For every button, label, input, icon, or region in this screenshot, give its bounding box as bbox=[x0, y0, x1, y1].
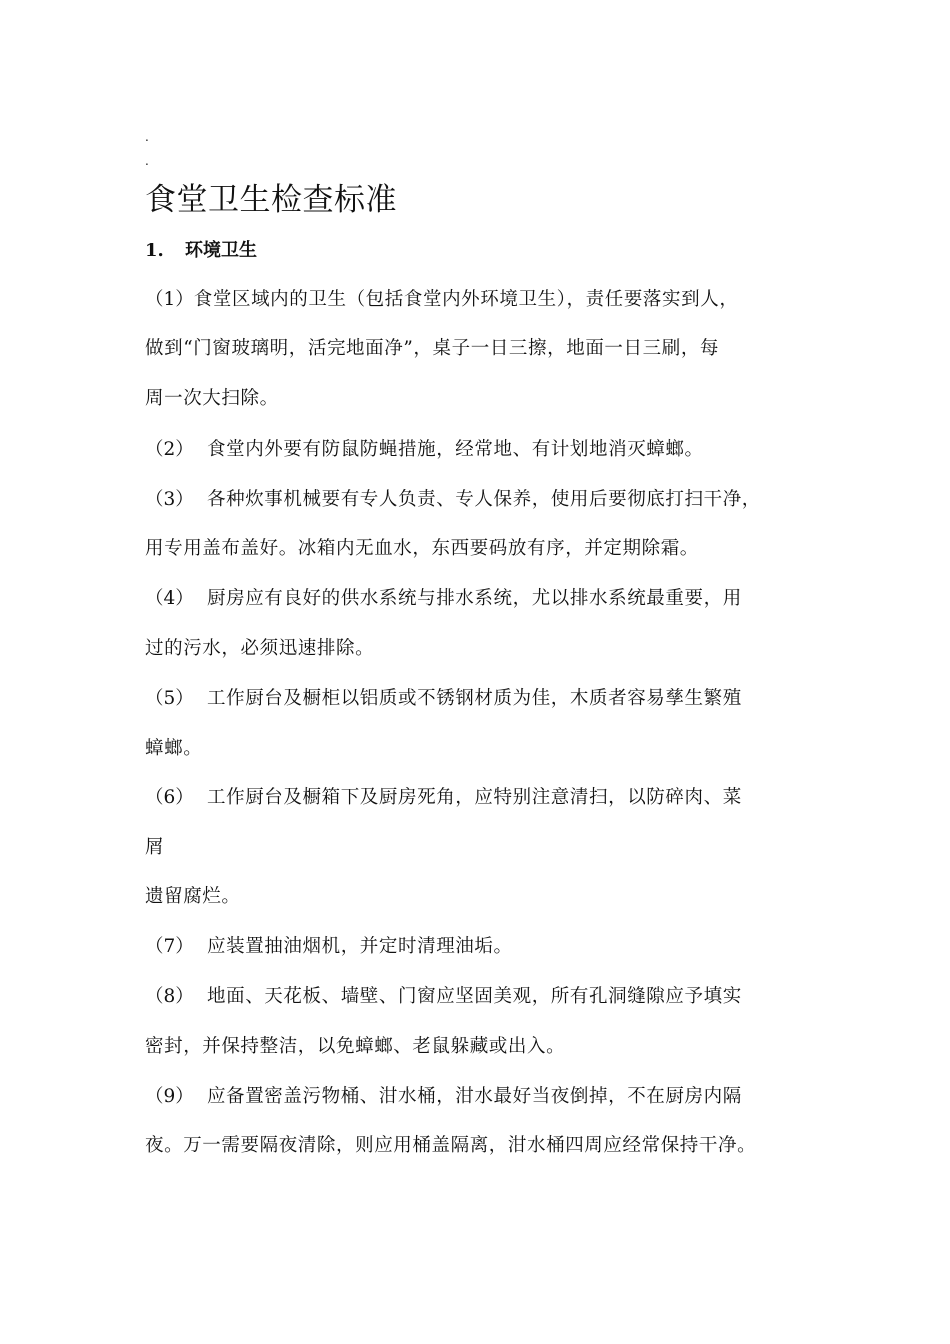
line-text: 屑 bbox=[145, 837, 165, 858]
paragraph-line bbox=[145, 884, 241, 910]
item-label: （1） bbox=[145, 289, 194, 310]
line-text: 工作厨台及橱箱下及厨房死角，应特别注意清扫，以防碎肉、菜 bbox=[207, 787, 742, 808]
paragraph-line bbox=[145, 736, 202, 762]
paragraph-line bbox=[145, 934, 513, 960]
paragraph-line bbox=[145, 686, 742, 712]
item-label: （7） bbox=[145, 936, 194, 957]
paragraph-line bbox=[145, 487, 761, 513]
line-text: 各种炊事机械要有专人负责、专人保养，使用后要彻底打扫干净， bbox=[207, 489, 761, 510]
paragraph-line bbox=[145, 785, 742, 811]
line-text: 密封，并保持整洁，以免蟑螂、老鼠躲藏或出入。 bbox=[145, 1036, 566, 1057]
line-text: 应备置密盖污物桶、泔水桶，泔水最好当夜倒掉，不在厨房内隔 bbox=[207, 1086, 742, 1107]
item-label: （5） bbox=[145, 688, 194, 709]
line-text: 地面、天花板、墙壁、门窗应坚固美观，所有孔洞缝隙应予填实 bbox=[207, 986, 742, 1007]
section-number: 1. bbox=[145, 240, 164, 261]
paragraph-line bbox=[145, 386, 279, 412]
item-label: （4） bbox=[145, 588, 194, 609]
section-heading bbox=[145, 238, 257, 264]
page-title: 食堂卫生检查标准 bbox=[145, 182, 397, 218]
line-text: 工作厨台及橱柜以铝质或不锈钢材质为佳，木质者容易孳生繁殖 bbox=[207, 688, 742, 709]
line-text: 食堂内外要有防鼠防蝇措施，经常地、有计划地消灭蟑螂。 bbox=[207, 439, 704, 460]
section-title: 环境卫生 bbox=[185, 240, 257, 261]
paragraph-line bbox=[145, 984, 742, 1010]
paragraph-line bbox=[145, 287, 738, 313]
item-label: （3） bbox=[145, 489, 194, 510]
paragraph-line bbox=[145, 586, 742, 612]
line-text: 食堂区域内的卫生（包括食堂内外环境卫生），责任要落实到人， bbox=[193, 289, 739, 310]
line-text: 过的污水，必须迅速排除。 bbox=[145, 638, 375, 659]
line-text: 夜。万一需要隔夜清除，则应用桶盖隔离，泔水桶四周应经常保持干净。 bbox=[145, 1135, 757, 1156]
line-text: 蟑螂。 bbox=[145, 738, 203, 759]
paragraph-line bbox=[145, 536, 699, 562]
header-dot: . bbox=[145, 154, 149, 168]
line-text: 周一次大扫除。 bbox=[145, 388, 279, 409]
paragraph-line bbox=[145, 636, 374, 662]
line-text: 厨房应有良好的供水系统与排水系统，尤以排水系统最重要，用 bbox=[207, 588, 742, 609]
line-text: 用专用盖布盖好。冰箱内无血水，东西要码放有序，并定期除霜。 bbox=[145, 538, 699, 559]
paragraph-line bbox=[145, 437, 704, 463]
paragraph-line bbox=[145, 336, 719, 362]
paragraph-line bbox=[145, 835, 164, 861]
paragraph-line bbox=[145, 1084, 742, 1110]
line-text: 遗留腐烂。 bbox=[145, 886, 241, 907]
header-dot: . bbox=[145, 130, 149, 144]
line-text: 应装置抽油烟机，并定时清理油垢。 bbox=[207, 936, 513, 957]
item-label: （8） bbox=[145, 986, 194, 1007]
paragraph-line bbox=[145, 1133, 756, 1159]
item-label: （2） bbox=[145, 439, 194, 460]
item-label: （9） bbox=[145, 1086, 194, 1107]
paragraph-line bbox=[145, 1034, 565, 1060]
item-label: （6） bbox=[145, 787, 194, 808]
line-text: 做到“门窗玻璃明，活完地面净”，桌子一日三擦，地面一日三刷，每 bbox=[145, 338, 720, 359]
